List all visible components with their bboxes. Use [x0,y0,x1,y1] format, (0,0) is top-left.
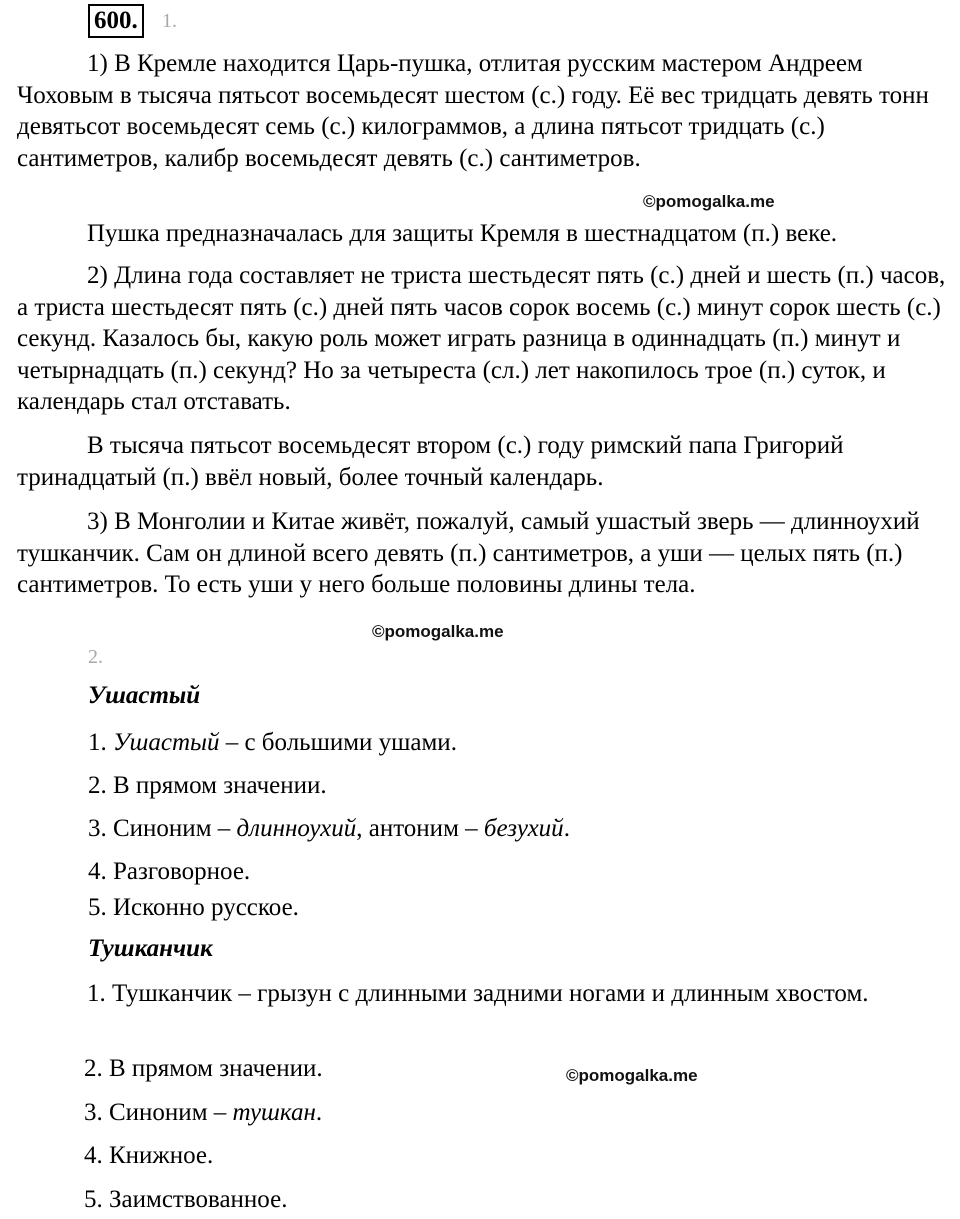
part-1-label: 1. [162,10,177,32]
list-item: 4. Разговорное. [88,858,251,885]
list-item: 2. В прямом значении. [88,772,327,799]
list-item: 1. Тушканчик – грызун с длинными задними ногами и длинным хвостом. [87,980,869,1007]
list-item: 4. Книжное. [84,1142,214,1169]
list-item: 3. Синоним – длинноухий, антоним – безухий. [88,815,570,842]
paragraph-calendar: В тысяча пятьсот восемьдесят втором (с.) году римский папа Григорий тринадцатый (п.) ввёл новый, более точный календарь. [17,432,844,491]
list-item: 5. Заимствованное. [84,1186,288,1213]
paragraph-jerboa: 3) В Монголии и Китае живёт, пожалуй, самый ушастый зверь — длинноухий тушканчик. Сам он длиной всего девять (п.) сантиметров, а уши — целых пять (п.) сантиметров. То есть уши у него больше половины длины тела. [17,508,920,598]
part-2-label: 2. [88,646,103,668]
exercise-number: 600. [88,4,144,38]
paragraph-cannon-purpose: Пушка предназначалась для защиты Кремля в шестнадцатом (п.) веке. [87,220,838,247]
list-item: 5. Исконно русское. [88,894,299,921]
word-heading-tushkanchik: Тушканчик [88,935,213,962]
word-heading-ushasty: Ушастый [88,682,201,709]
paragraph-tsar-cannon: 1) В Кремле находится Царь-пушка, отлитая русским мастером Андреем Чоховым в тысяча пятьсот восемьдесят шестом (с.) году. Её вес тридцать девять тонн девятьсот восемьдесят семь (с.) килограммов, а длина пятьсот тридцать (с.) сантиметров, калибр восемьдесят девять (с.) сантиметров. [17,50,929,172]
list-item: 2. В прямом значении. [84,1055,323,1082]
paragraph-year-length: 2) Длина года составляет не триста шестьдесят пять (с.) дней и шесть (п.) часов, а триста шестьдесят пять (с.) дней пять часов сорок восемь (с.) минут сорок шесть (с.) секунд. Казалось бы, какую роль может играть разница в одиннадцать (п.) минут и четырнадцать (п.) секунд? Но за четыреста (сл.) лет накопилось трое (п.) суток, и календарь стал отставать. [17,262,946,415]
list-item: 3. Синоним – тушкан. [84,1099,323,1126]
list-item: 1. Ушастый – с большими ушами. [88,729,457,756]
watermark: ©pomogalka.me [372,622,504,641]
watermark: ©pomogalka.me [643,192,775,211]
watermark: ©pomogalka.me [566,1066,698,1085]
